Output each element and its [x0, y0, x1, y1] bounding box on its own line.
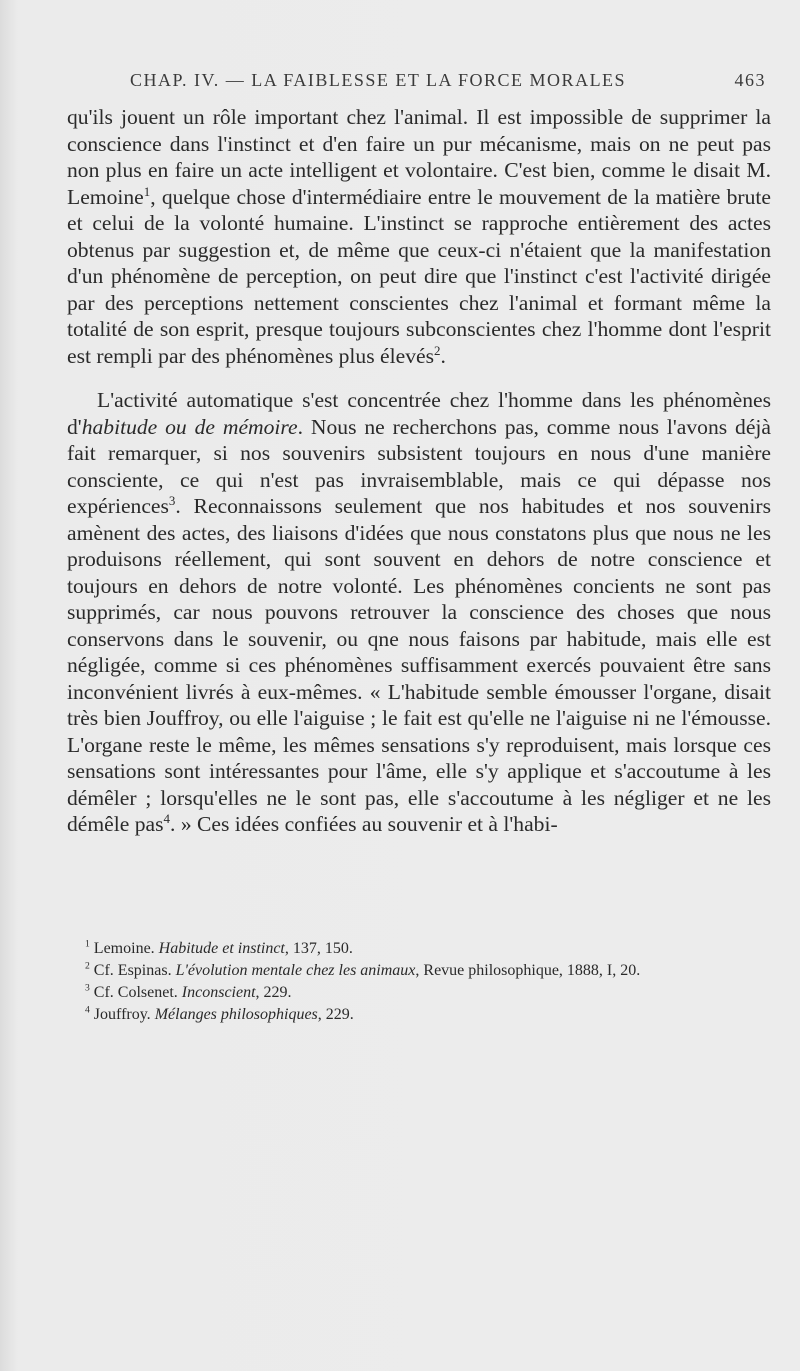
text-run: qu'ils jouent un rôle important chez l'animal. Il est impossible de supprimer la conscience dans l'instinct et d'en faire un pur mécanisme, mais on ne peut pas non plus en faire un acte intelligent et volontaire. C'est bien, comme le disait M. Lemoine — [67, 105, 771, 209]
footnote-ref: 1 — [143, 183, 151, 199]
text-run: Lemoine. — [89, 940, 159, 957]
text-run: . — [440, 343, 446, 368]
italic-text: Inconscient — [181, 984, 256, 1001]
text-run: , quelque chose d'intermédiaire entre le mouvement de la matière brute et celui de la volonté humaine. L'instinct se rapproche entièrement des actes obtenus par suggestion et, de même que ceux-ci n'étaient que la manifestation d'un phénomène de perception, on peut dire que l'instinct c'est l'activité dirigée par des perceptions nettement conscientes chez l'animal et formant même la totalité de son esprit, presque toujours subconscientes chez l'homme dont l'esprit est rempli par des phénomènes plus élevés — [67, 184, 771, 368]
text-run: Cf. Espinas. — [89, 962, 176, 979]
footnote — [67, 1004, 771, 1026]
footnote-ref: 3 — [168, 492, 176, 508]
footnote-marker: 2 — [85, 960, 90, 972]
footnotes — [67, 938, 771, 1026]
text-run: Cf. Colsenet. — [89, 984, 182, 1001]
footnote-ref: 4 — [163, 810, 171, 826]
paragraph-2 — [67, 387, 771, 838]
text-run: , Revue philosophique, 1888, I, 20. — [415, 962, 641, 979]
text-run: Jouffroy. — [89, 1006, 155, 1023]
text-run: L'activité automatique s'est concentrée chez l'homme dans les phénomènes d' — [67, 388, 771, 439]
italic-text: Habitude et instinct — [158, 940, 285, 957]
italic-text: habitude ou de mémoire — [81, 414, 298, 439]
text-run: . Reconnaissons seulement que nos habitudes et nos souvenirs amènent des actes, des liaisons d'idées que nous constatons plus que nous ne les produisons réellement, qui sont souvent en dehors de notre conscience et toujours en dehors de notre volonté. Les phénomènes concients ne sont pas supprimés, car nous pouvons retrouver la conscience des choses que nous conservons dans le souvenir, ou qne nous faisons par habitude, mais elle est négligée, comme si ces phénomènes suffisamment exercés pouvaient être sans inconvénient livrés à eux-mêmes. « L'habitude semble émousser l'organe, disait très bien Jouffroy, ou elle l'aiguise ; le fait est qu'elle ne l'aiguise ni ne l'émousse. L'organe reste le même, les mêmes sensations s'y reproduisent, mais lorsque ces sensations sont intéressantes pour l'âme, elle s'y applique et s'accoutume à les démêler ; lorsqu'elles ne le sont pas, elle s'accoutume à les négliger et ne les démêle pas — [67, 494, 771, 836]
paragraph-1 — [67, 104, 771, 369]
footnote — [67, 982, 771, 1004]
text-run: , 229. — [255, 984, 292, 1001]
footnote-marker: 3 — [85, 982, 90, 994]
text-run: . » Ces idées confiées au souvenir et à l'habi- — [170, 812, 558, 836]
footnote — [67, 938, 771, 960]
footnote-marker: 4 — [85, 1004, 90, 1016]
footnote-ref: 2 — [434, 342, 441, 358]
text-run: , 229. — [317, 1006, 354, 1023]
page-header — [130, 70, 770, 91]
footnote-marker: 1 — [85, 938, 90, 950]
running-title: CHAP. IV. — LA FAIBLESSE ET LA FORCE MORALES — [130, 70, 627, 90]
italic-text: Mélanges philosophiques — [154, 1006, 318, 1023]
text-run: , 137, 150. — [284, 940, 353, 957]
footnote — [67, 960, 771, 982]
page-number: 463 — [734, 70, 766, 90]
text-run: . Nous ne recherchons pas, comme nous l'avons déjà fait remarquer, si nos souvenirs subsistent toujours en nous d'une manière consciente, ce qui n'est pas invraisemblable, mais ce qui dépasse nos expériences — [67, 414, 771, 518]
italic-text: L'évolution mentale chez les animaux — [175, 962, 416, 979]
body-text — [67, 104, 771, 838]
